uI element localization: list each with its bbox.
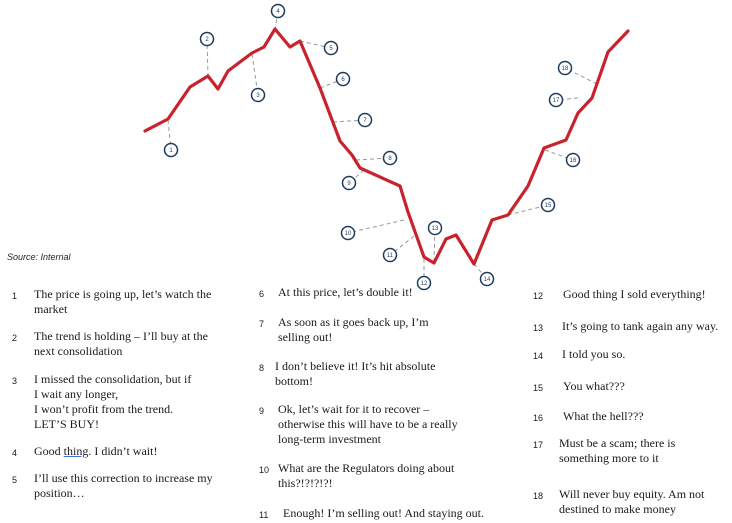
note-9: [259, 402, 529, 447]
note-number: 16: [533, 413, 544, 423]
marker-label: 18: [561, 66, 569, 72]
marker-label: 3: [256, 93, 260, 99]
note-text: I’ll use this correction to increase my position…: [34, 471, 213, 500]
marker-label: 2: [205, 37, 209, 43]
note-5: [12, 471, 242, 501]
marker-9: [343, 177, 356, 190]
note-number: 17: [533, 440, 544, 450]
note-text: What are the Regulators doing about this?!?!?!?!: [278, 461, 455, 490]
note-number: 11: [259, 510, 269, 520]
marker-label: 7: [363, 118, 367, 124]
marker-3: [252, 89, 265, 102]
marker-8: [384, 152, 397, 165]
note-text: I told you so.: [562, 347, 626, 361]
note-text: Good thing. I didn’t wait!: [34, 444, 158, 458]
marker-18: [559, 62, 572, 75]
note-number: 4: [12, 448, 18, 458]
marker-label: 16: [569, 158, 577, 164]
note-text: Enough! I’m selling out! And staying out.: [283, 506, 484, 520]
marker-14: [481, 273, 494, 286]
note-13: [533, 319, 728, 334]
note-16: [533, 409, 728, 424]
marker-label: 10: [344, 231, 352, 237]
note-8: [259, 359, 529, 389]
marker-1: [165, 144, 178, 157]
note-number: 7: [259, 319, 265, 329]
note-number: 5: [12, 475, 18, 485]
marker-15: [542, 199, 555, 212]
note-number: 2: [12, 333, 18, 343]
marker-11: [384, 249, 397, 262]
marker-label: 1: [169, 148, 173, 154]
note-15: [533, 379, 728, 394]
note-number: 18: [533, 491, 544, 501]
note-text: Ok, let’s wait for it to recover – otherwise this will have to be a really long-term investment: [278, 402, 458, 446]
note-text: What the hell???: [563, 409, 644, 423]
marker-label: 6: [341, 77, 345, 83]
note-17: [533, 436, 728, 466]
note-number: 1: [12, 291, 18, 301]
note-10: [259, 461, 529, 491]
note-text: At this price, let’s double it!: [278, 285, 413, 299]
note-text: As soon as it goes back up, I’m selling out!: [278, 315, 429, 344]
note-number: 10: [259, 465, 270, 475]
leader-line-10: [348, 220, 404, 233]
note-18: [533, 487, 728, 517]
note-2: [12, 329, 242, 359]
note-text: You what???: [563, 379, 625, 393]
marker-2: [201, 33, 214, 46]
note-number: 13: [533, 323, 544, 333]
marker-label: 15: [544, 203, 552, 209]
source-label: Source: Internal: [7, 252, 71, 262]
note-number: 3: [12, 376, 18, 386]
note-text: I missed the consolidation, but if I wait any longer, I won’t profit from the trend. LET’S BUY!: [34, 372, 192, 431]
note-12: [533, 287, 728, 302]
note-7: [259, 315, 529, 345]
note-text: Will never buy equity. Am not destined to make money: [559, 487, 705, 516]
marker-label: 5: [329, 46, 333, 52]
note-1: [12, 287, 242, 317]
note-number: 12: [533, 291, 544, 301]
marker-label: 8: [388, 156, 392, 162]
marker-5: [325, 42, 338, 55]
marker-13: [429, 222, 442, 235]
marker-4: [272, 5, 285, 18]
marker-label: 14: [483, 277, 491, 283]
marker-label: 11: [386, 253, 394, 259]
note-14: [533, 347, 728, 362]
price-line: [145, 29, 628, 264]
note-text: Good thing I sold everything!: [563, 287, 706, 301]
note-6: [259, 285, 529, 300]
marker-label: 13: [431, 226, 439, 232]
note-number: 6: [259, 289, 265, 299]
marker-7: [359, 114, 372, 127]
note-text: The trend is holding – I’ll buy at the next consolidation: [34, 329, 208, 358]
marker-label: 4: [276, 9, 280, 15]
marker-17: [550, 94, 563, 107]
marker-6: [337, 73, 350, 86]
marker-label: 9: [347, 181, 351, 187]
note-text: The price is going up, let’s watch the market: [34, 287, 212, 316]
note-number: 9: [259, 406, 265, 416]
note-text: I don’t believe it! It’s hit absolute bottom!: [275, 359, 436, 388]
note-number: 15: [533, 383, 544, 393]
marker-10: [342, 227, 355, 240]
note-number: 8: [259, 363, 265, 373]
note-11: [259, 506, 529, 521]
note-3: [12, 372, 242, 432]
note-4: [12, 444, 242, 459]
marker-label: 17: [552, 98, 560, 104]
marker-label: 12: [420, 281, 428, 287]
note-text: It’s going to tank again any way.: [562, 319, 719, 333]
note-number: 14: [533, 351, 544, 361]
note-text: Must be a scam; there is something more to it: [559, 436, 676, 465]
marker-16: [567, 154, 580, 167]
